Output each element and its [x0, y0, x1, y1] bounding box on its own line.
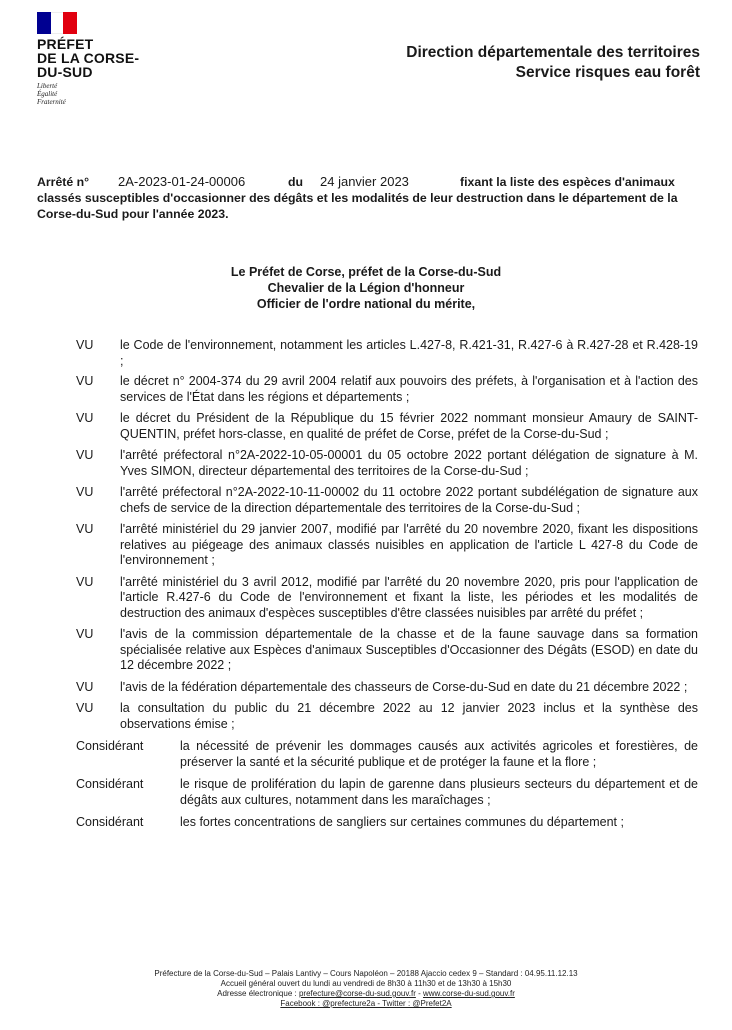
motto-line: Liberté — [37, 82, 58, 90]
prefecture-line: DU-SUD — [37, 64, 93, 80]
visa-label: VU — [76, 448, 94, 462]
considerant-label: Considérant — [76, 777, 144, 791]
prefecture-line: DE LA CORSE- — [37, 50, 140, 66]
visa-label: VU — [76, 338, 94, 352]
visa-item — [76, 575, 698, 622]
considerant-item — [76, 815, 698, 831]
french-flag-icon — [37, 12, 77, 34]
footer-address: Préfecture de la Corse-du-Sud – Palais Lantivy – Cours Napoléon – 20188 Ajaccio cedex 9 – Standard : 04.95.11.12.13 — [154, 969, 578, 978]
considerant-item — [76, 739, 698, 770]
republic-motto — [37, 82, 157, 106]
visa-label: VU — [76, 627, 94, 641]
motto-line: Égalité — [37, 90, 58, 98]
footer-email-link[interactable]: prefecture@corse-du-sud.gouv.fr — [298, 989, 416, 998]
prefet-line: Le Préfet de Corse, préfet de la Corse-du-Sud — [230, 265, 502, 279]
considerant-label: Considérant — [76, 815, 144, 829]
arrete-label: Arrêté n° — [37, 175, 90, 189]
considerant-item — [76, 777, 698, 808]
prefet-line: Chevalier de la Légion d'honneur — [267, 281, 465, 295]
visa-label: VU — [76, 679, 94, 694]
arrete-date: 24 janvier 2023 — [320, 174, 409, 189]
visa-label: VU — [76, 574, 94, 589]
visa-text: le décret n° 2004-374 du 29 avril 2004 relatif aux pouvoirs des préfets, à l'organisation et à l'action des services de l'État dans les régions et départements ; — [120, 374, 698, 404]
visa-item — [76, 338, 698, 369]
footer-separator: - — [415, 989, 423, 998]
visa-label: VU — [76, 701, 94, 715]
visa-text: l'avis de la commission départementale de la chasse et de la faune sauvage dans sa formation spécialisée relative aux Espèces d'animaux Susceptibles d'Occasionner des Dégâts (ESOD) en date du 12 décembre 2022 ; — [120, 627, 698, 672]
visa-text: la consultation du public du 21 décembre 2022 au 12 janvier 2023 inclus et la synthèse des observations émise ; — [120, 701, 698, 731]
arrete-du: du — [288, 175, 304, 189]
visa-item — [76, 627, 698, 674]
prefecture-name — [37, 37, 157, 79]
footer-hours: Accueil général ouvert du lundi au vendredi de 8h30 à 11h30 et de 13h30 à 15h30 — [220, 979, 512, 988]
visa-item — [76, 448, 698, 479]
visa-text: l'arrêté ministériel du 3 avril 2012, modifié par l'arrêté du 20 novembre 2020, pris pour l'application de l'article R.427-6 du Code de l'environnement et fixant la liste, les périodes et les modalités de destruction des animaux d'espèces susceptibles d'être classées nuisibles par arrêté du préfet ; — [120, 574, 698, 620]
considerant-text: le risque de prolifération du lapin de garenne dans plusieurs secteurs du département et de dégâts aux cultures, notamment dans les maraîchages ; — [180, 777, 698, 807]
visa-item — [76, 485, 698, 516]
visa-item — [76, 411, 698, 442]
visa-text: le Code de l'environnement, notamment les articles L.427-8, R.421-31, R.427-6 à R.427-28 et R.428-19 ; — [120, 338, 698, 368]
prefet-line: Officier de l'ordre national du mérite, — [256, 297, 476, 311]
visa-text: l'arrêté préfectoral n°2A-2022-10-05-00001 du 05 octobre 2022 portant délégation de signature à M. Yves SIMON, directeur départemental des territoires de la Corse-du-Sud ; — [120, 448, 698, 478]
prefecture-logo — [37, 12, 157, 106]
visa-text: l'arrêté ministériel du 29 janvier 2007, modifié par l'arrêté du 20 novembre 2020, fixant les dispositions relatives au piégeage des animaux classés nuisibles en application de l'article L 427-8 du Code de l'environnement ; — [120, 522, 698, 567]
visa-label: VU — [76, 374, 94, 388]
visa-item — [76, 701, 698, 732]
prefet-block — [0, 264, 732, 312]
direction-line: Direction départementale des territoires — [406, 44, 700, 61]
visa-item — [76, 374, 698, 405]
motto-line: Fraternité — [37, 98, 66, 106]
footer-social[interactable]: Facebook : @prefecture2a - Twitter : @Prefet2A — [280, 999, 452, 1008]
footer-contact — [0, 989, 732, 999]
visa-text: l'arrêté préfectoral n°2A-2022-10-11-00002 du 11 octobre 2022 portant subdélégation de signature aux chefs de service de la direction départementale des territoires de la Corse-du-Sud ; — [120, 485, 698, 515]
visa-text: l'avis de la fédération départementale des chasseurs de Corse-du-Sud en date du 21 décembre 2022 ; — [120, 679, 688, 694]
prefecture-line: PRÉFET — [37, 36, 94, 52]
visa-label: VU — [76, 485, 94, 499]
arrete-number: 2A-2023-01-24-00006 — [118, 174, 246, 189]
visa-label: VU — [76, 522, 94, 536]
footer-website-link[interactable]: www.corse-du-sud.gouv.fr — [422, 989, 515, 998]
considerant-text: la nécessité de prévenir les dommages causés aux activités agricoles et forestières, de préserver la santé et la sécurité publique et de protéger la faune et la flore ; — [180, 739, 698, 769]
visas-and-considerants — [76, 338, 698, 831]
footer-email-prefix: Adresse électronique : — [217, 989, 299, 998]
direction-heading — [406, 43, 700, 83]
considerant-text: les fortes concentrations de sangliers sur certaines communes du département ; — [180, 815, 624, 829]
visa-item — [76, 522, 698, 569]
considerant-label: Considérant — [76, 739, 144, 753]
visa-label: VU — [76, 411, 94, 425]
visa-item — [76, 680, 698, 696]
service-line: Service risques eau forêt — [515, 64, 700, 81]
page-footer — [0, 969, 732, 1009]
visa-text: le décret du Président de la République du 15 février 2022 nommant monsieur Amaury de SAINT-QUENTIN, préfet hors-classe, en qualité de préfet de Corse, préfet de la Corse-du-Sud ; — [120, 411, 698, 441]
arrete-title — [37, 174, 697, 222]
arrete-title-start: fixant la liste des espèces d'animaux — [460, 175, 675, 189]
arrete-title-rest: classés susceptibles d'occasionner des dégâts et les modalités de leur destruction dans le département de la Corse-du-Sud pour l'année 2023. — [37, 191, 678, 221]
